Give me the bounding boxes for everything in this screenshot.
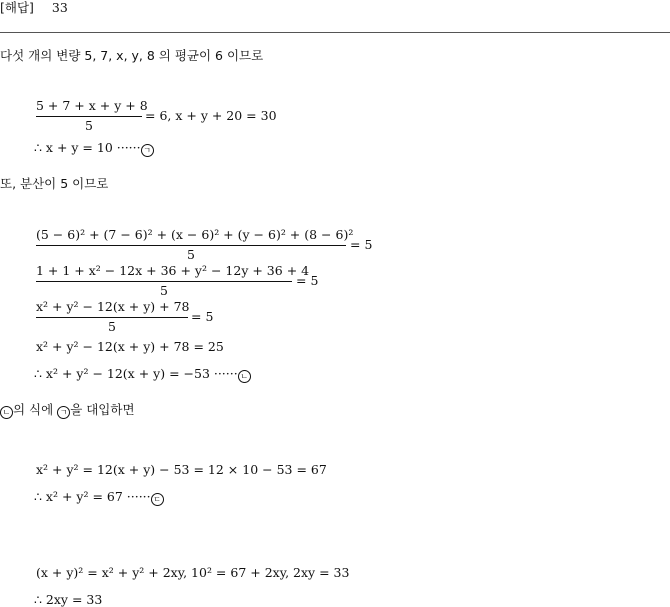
substitution-line-1: x² + y² = 12(x + y) − 53 = 12 × 10 − 53 = 67 — [36, 462, 327, 477]
fraction-bar — [36, 317, 188, 318]
variance-fraction-3-numerator: x² + y² − 12(x + y) + 78 — [36, 299, 190, 314]
mean-intro: 다섯 개의 변량 5, 7, x, y, 8 의 평균이 6 이므로 — [0, 48, 264, 63]
circle-mark-ref-2: ㄴ — [0, 406, 13, 419]
substitution-intro — [0, 404, 135, 419]
variance-fraction-1-numerator: (5 − 6)² + (7 − 6)² + (x − 6)² + (y − 6)² + (8 − 6)² — [36, 227, 354, 242]
variance-line-4: x² + y² − 12(x + y) + 78 = 25 — [36, 339, 224, 354]
substitution-result — [34, 491, 164, 506]
substitution-result-text: ∴ x² + y² = 67 ······ — [34, 489, 151, 504]
variance-fraction-1-rhs: = 5 — [350, 237, 373, 252]
mean-result-text: ∴ x + y = 10 ······ — [34, 140, 141, 155]
fraction-bar — [36, 281, 292, 282]
variance-fraction-2-denominator: 5 — [160, 283, 168, 298]
mean-fraction-numerator: 5 + 7 + x + y + 8 — [36, 98, 148, 113]
mean-result — [34, 142, 154, 157]
final-result: ∴ 2xy = 33 — [34, 592, 103, 607]
variance-result — [34, 368, 251, 383]
variance-fraction-2 — [36, 263, 310, 299]
fraction-bar — [36, 116, 142, 117]
answer-value: 33 — [51, 0, 68, 15]
final-line-1: (x + y)² = x² + y² + 2xy, 10² = 67 + 2xy, 2xy = 33 — [36, 565, 350, 580]
circle-mark-1: ㄱ — [141, 144, 154, 157]
mean-fraction-denominator: 5 — [85, 118, 93, 133]
variance-result-text: ∴ x² + y² − 12(x + y) = −53 ······ — [34, 366, 238, 381]
substitution-text-a: 의 식에 — [13, 402, 58, 417]
variance-fraction-3-rhs: = 5 — [191, 309, 214, 324]
mean-fraction — [36, 98, 148, 134]
variance-fraction-2-rhs: = 5 — [296, 273, 319, 288]
substitution-text-b: 을 대입하면 — [70, 402, 135, 417]
mean-equation-rhs: = 6, x + y + 20 = 30 — [145, 108, 277, 123]
variance-fraction-3 — [36, 301, 188, 335]
variance-intro: 또, 분산이 5 이므로 — [0, 176, 109, 191]
header-divider — [0, 32, 670, 33]
answer-header — [0, 2, 68, 15]
circle-mark-ref-1: ㄱ — [57, 406, 70, 419]
variance-fraction-2-numerator: 1 + 1 + x² − 12x + 36 + y² − 12y + 36 + 4 — [36, 263, 310, 278]
circle-mark-2: ㄴ — [238, 370, 251, 383]
fraction-bar — [36, 245, 346, 246]
variance-fraction-3-denominator: 5 — [108, 319, 116, 334]
variance-fraction-1 — [36, 227, 354, 263]
circle-mark-3: ㄷ — [151, 493, 164, 506]
variance-fraction-1-denominator: 5 — [187, 247, 195, 262]
answer-label: [해답] — [0, 0, 34, 15]
